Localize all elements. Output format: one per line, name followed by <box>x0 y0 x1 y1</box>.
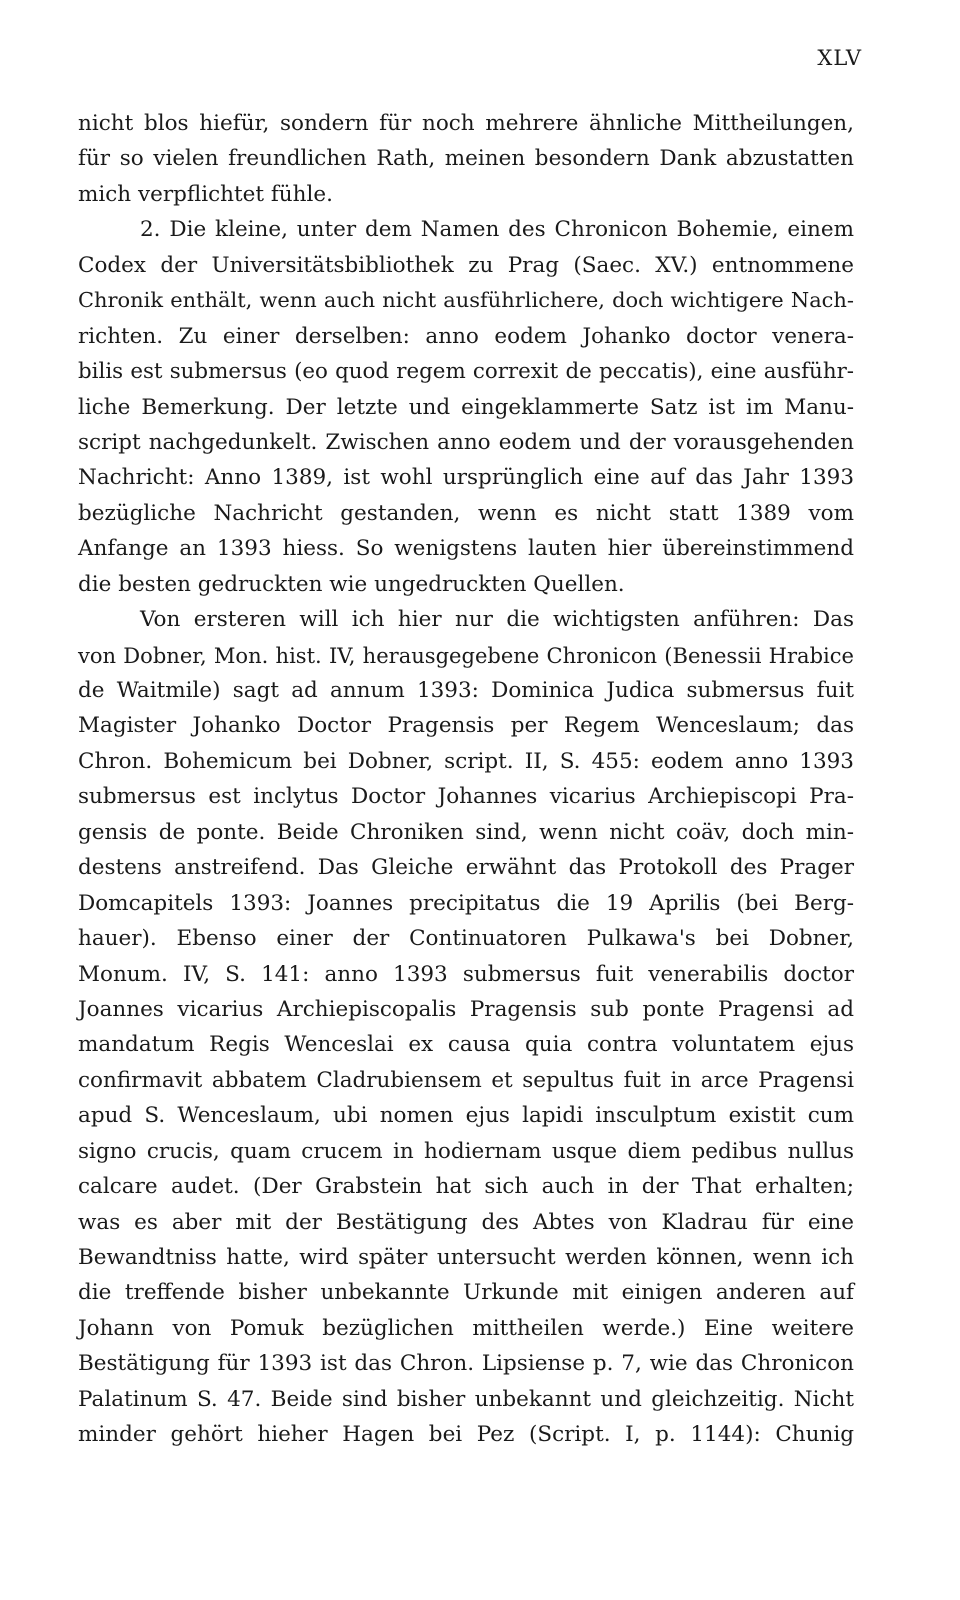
text-line: Nachricht: Anno 1389, ist wohl ursprünglich eine auf das Jahr 1393 <box>78 465 854 491</box>
text-line: mich verpflichtet fühle. <box>78 181 333 207</box>
text-line: Anfange an 1393 hiess. So wenigstens lauten hier übereinstimmend <box>78 536 854 562</box>
text-line: script nachgedunkelt. Zwischen anno eodem und der vorausgehenden <box>78 429 854 455</box>
text-line: minder gehört hieher Hagen bei Pez (Script. I, p. 1144): Chunig <box>78 1422 854 1448</box>
text-line: gensis de ponte. Beide Chroniken sind, wenn nicht coäv, doch min- <box>78 819 854 845</box>
text-line: die treffende bisher unbekannte Urkunde mit einigen anderen auf <box>78 1280 854 1306</box>
text-line: richten. Zu einer derselben: anno eodem Johanko doctor venera- <box>78 323 854 349</box>
text-line: calcare audet. (Der Grabstein hat sich auch in der That erhalten; <box>78 1174 854 1200</box>
text-line: bezügliche Nachricht gestanden, wenn es nicht statt 1389 vom <box>78 500 854 526</box>
text-line: Chronik enthält, wenn auch nicht ausführlichere, doch wichtigere Nach- <box>78 288 854 313</box>
text-line: Domcapitels 1393: Joannes precipitatus die 19 Aprilis (bei Berg- <box>78 890 854 916</box>
text-line: Von ersteren will ich hier nur die wichtigsten anführen: Das <box>140 607 854 633</box>
text-line: von Dobner, Mon. hist. IV, herausgegebene Chronicon (Benessii Hrabice <box>78 642 854 668</box>
text-line: Chron. Bohemicum bei Dobner, script. II, S. 455: eodem anno 1393 <box>78 748 854 774</box>
text-line: 2. Die kleine, unter dem Namen des Chronicon Bohemie, einem <box>140 217 854 243</box>
text-line: Magister Johanko Doctor Pragensis per Regem Wenceslaum; das <box>78 713 854 739</box>
text-line: Joannes vicarius Archiepiscopalis Pragensis sub ponte Pragensi ad <box>78 996 854 1022</box>
text-line: was es aber mit der Bestätigung des Abtes von Kladrau für eine <box>78 1209 854 1235</box>
text-line: die besten gedruckten wie ungedruckten Quellen. <box>78 571 625 597</box>
text-line: Monum. IV, S. 141: anno 1393 submersus fuit venerabilis doctor <box>78 961 854 987</box>
text-line: apud S. Wenceslaum, ubi nomen ejus lapidi insculptum existit cum <box>78 1103 854 1129</box>
text-line: confirmavit abbatem Cladrubiensem et sepultus fuit in arce Pragensi <box>78 1067 854 1093</box>
body-text <box>78 106 854 1453</box>
text-line: destens anstreifend. Das Gleiche erwähnt das Protokoll des Prager <box>78 855 854 881</box>
text-line: Palatinum S. 47. Beide sind bisher unbekannt und gleichzeitig. Nicht <box>78 1386 854 1412</box>
text-line: liche Bemerkung. Der letzte und eingeklammerte Satz ist im Manu- <box>78 394 854 420</box>
text-line: submersus est inclytus Doctor Johannes vicarius Archiepiscopi Pra- <box>78 784 854 810</box>
text-line: mandatum Regis Wenceslai ex causa quia contra voluntatem ejus <box>78 1032 854 1058</box>
text-line: signo crucis, quam crucem in hodiernam usque diem pedibus nullus <box>78 1138 854 1164</box>
text-line: Bestätigung für 1393 ist das Chron. Lipsiense p. 7, wie das Chronicon <box>78 1351 854 1377</box>
text-line: für so vielen freundlichen Rath, meinen besondern Dank abzustatten <box>78 146 854 172</box>
text-line: Johann von Pomuk bezüglichen mittheilen werde.) Eine weitere <box>78 1315 854 1341</box>
text-line: Codex der Universitätsbibliothek zu Prag (Saec. XV.) entnommene <box>78 252 854 278</box>
page-number: XLV <box>817 46 862 70</box>
text-line: de Waitmile) sagt ad annum 1393: Dominica Judica submersus fuit <box>78 678 854 703</box>
text-line: nicht blos hiefür, sondern für noch mehrere ähnliche Mittheilungen, <box>78 111 854 136</box>
text-line: Bewandtniss hatte, wird später untersucht werden können, wenn ich <box>78 1245 854 1270</box>
text-line: bilis est submersus (eo quod regem correxit de peccatis), eine ausführ- <box>78 359 854 385</box>
text-line: hauer). Ebenso einer der Continuatoren Pulkawa's bei Dobner, <box>78 926 854 952</box>
